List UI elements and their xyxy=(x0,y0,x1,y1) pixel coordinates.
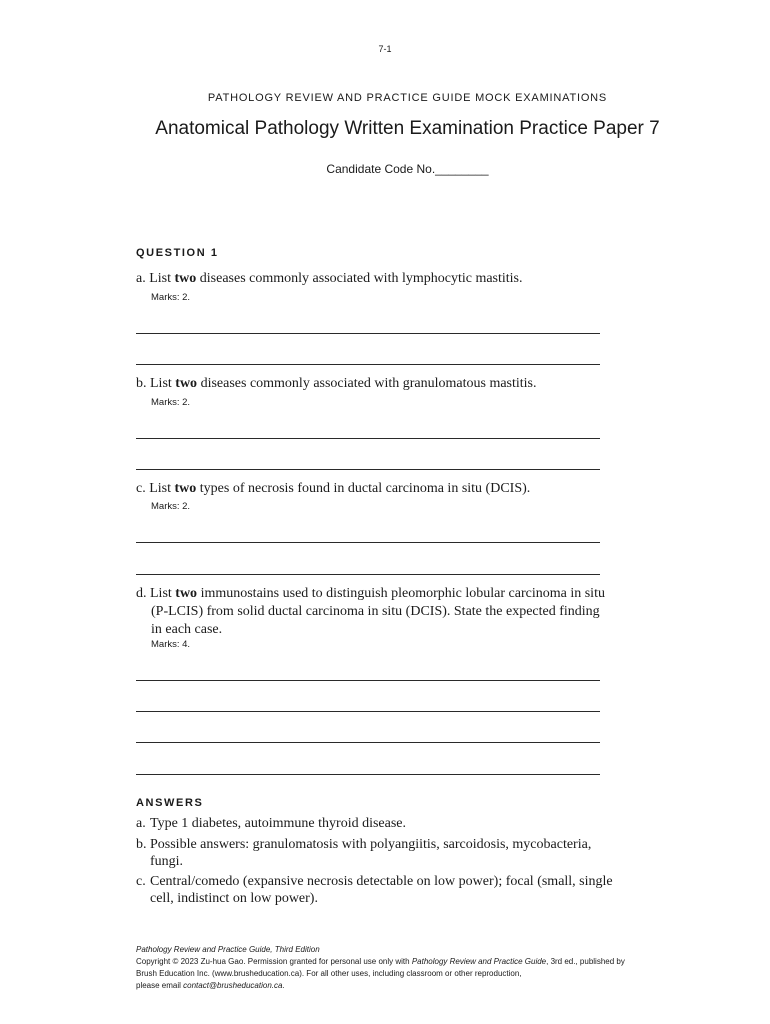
question-c-label: c. xyxy=(136,481,146,496)
footer: Pathology Review and Practice Guide, Third Edition Copyright © 2023 Zu-hua Gao. Permission granted for personal use only with Pathology Review and Practice Guide, 3rd ed., published by Brush Education Inc. (www.brusheducation.ca). For all other uses, including classroom or other reproduction, please email contact@brusheducation.ca. xyxy=(136,945,625,990)
question-c-marks: Marks: 2. xyxy=(151,501,191,512)
page-number: 7-1 xyxy=(378,44,392,54)
answer-line xyxy=(136,742,600,743)
answer-b: b. Possible answers: granulomatosis with polyangiitis, sarcoidosis, mycobacteria, fungi. xyxy=(136,837,592,869)
answer-line xyxy=(136,574,600,575)
question-heading: QUESTION 1 xyxy=(136,247,219,259)
answer-line xyxy=(136,469,600,470)
candidate-code-label: Candidate Code No.________ xyxy=(326,162,489,176)
answer-line xyxy=(136,711,600,712)
answer-a: a. Type 1 diabetes, autoimmune thyroid disease. xyxy=(136,816,407,831)
page-title: Anatomical Pathology Written Examination Practice Paper 7 xyxy=(155,118,660,139)
answer-line xyxy=(136,680,600,681)
answer-line xyxy=(136,438,600,439)
answer-line xyxy=(136,774,600,775)
question-b-marks: Marks: 2. xyxy=(151,397,191,408)
question-a-label: a. xyxy=(136,271,146,286)
question-b-label: b. xyxy=(136,376,147,391)
question-a-marks: Marks: 2. xyxy=(151,292,191,303)
contact-email-link[interactable]: contact@brusheducation.ca xyxy=(183,981,283,990)
question-d-marks: Marks: 4. xyxy=(151,639,191,650)
series-title: PATHOLOGY REVIEW AND PRACTICE GUIDE MOCK EXAMINATIONS xyxy=(207,92,608,104)
answer-line xyxy=(136,542,600,543)
question-a: a. List two diseases commonly associated with lymphocytic mastitis. xyxy=(136,271,523,286)
answer-c: c. Central/comedo (expansive necrosis detectable on low power); focal (small, single cell, indistinct on low power). xyxy=(136,874,613,906)
answer-line xyxy=(136,333,600,334)
question-d-label: d. xyxy=(136,586,147,601)
answers-heading: ANSWERS xyxy=(136,797,204,809)
question-b: b. List two diseases commonly associated with granulomatous mastitis. xyxy=(136,376,537,391)
answer-line xyxy=(136,364,600,365)
question-d: d. List two immunostains used to distinguish pleomorphic lobular carcinoma in situ (P-LCIS) from solid ductal carcinoma in situ (DCIS). State the expected finding in each case. xyxy=(136,586,605,637)
question-c: c. List two types of necrosis found in ductal carcinoma in situ (DCIS). xyxy=(136,481,531,496)
